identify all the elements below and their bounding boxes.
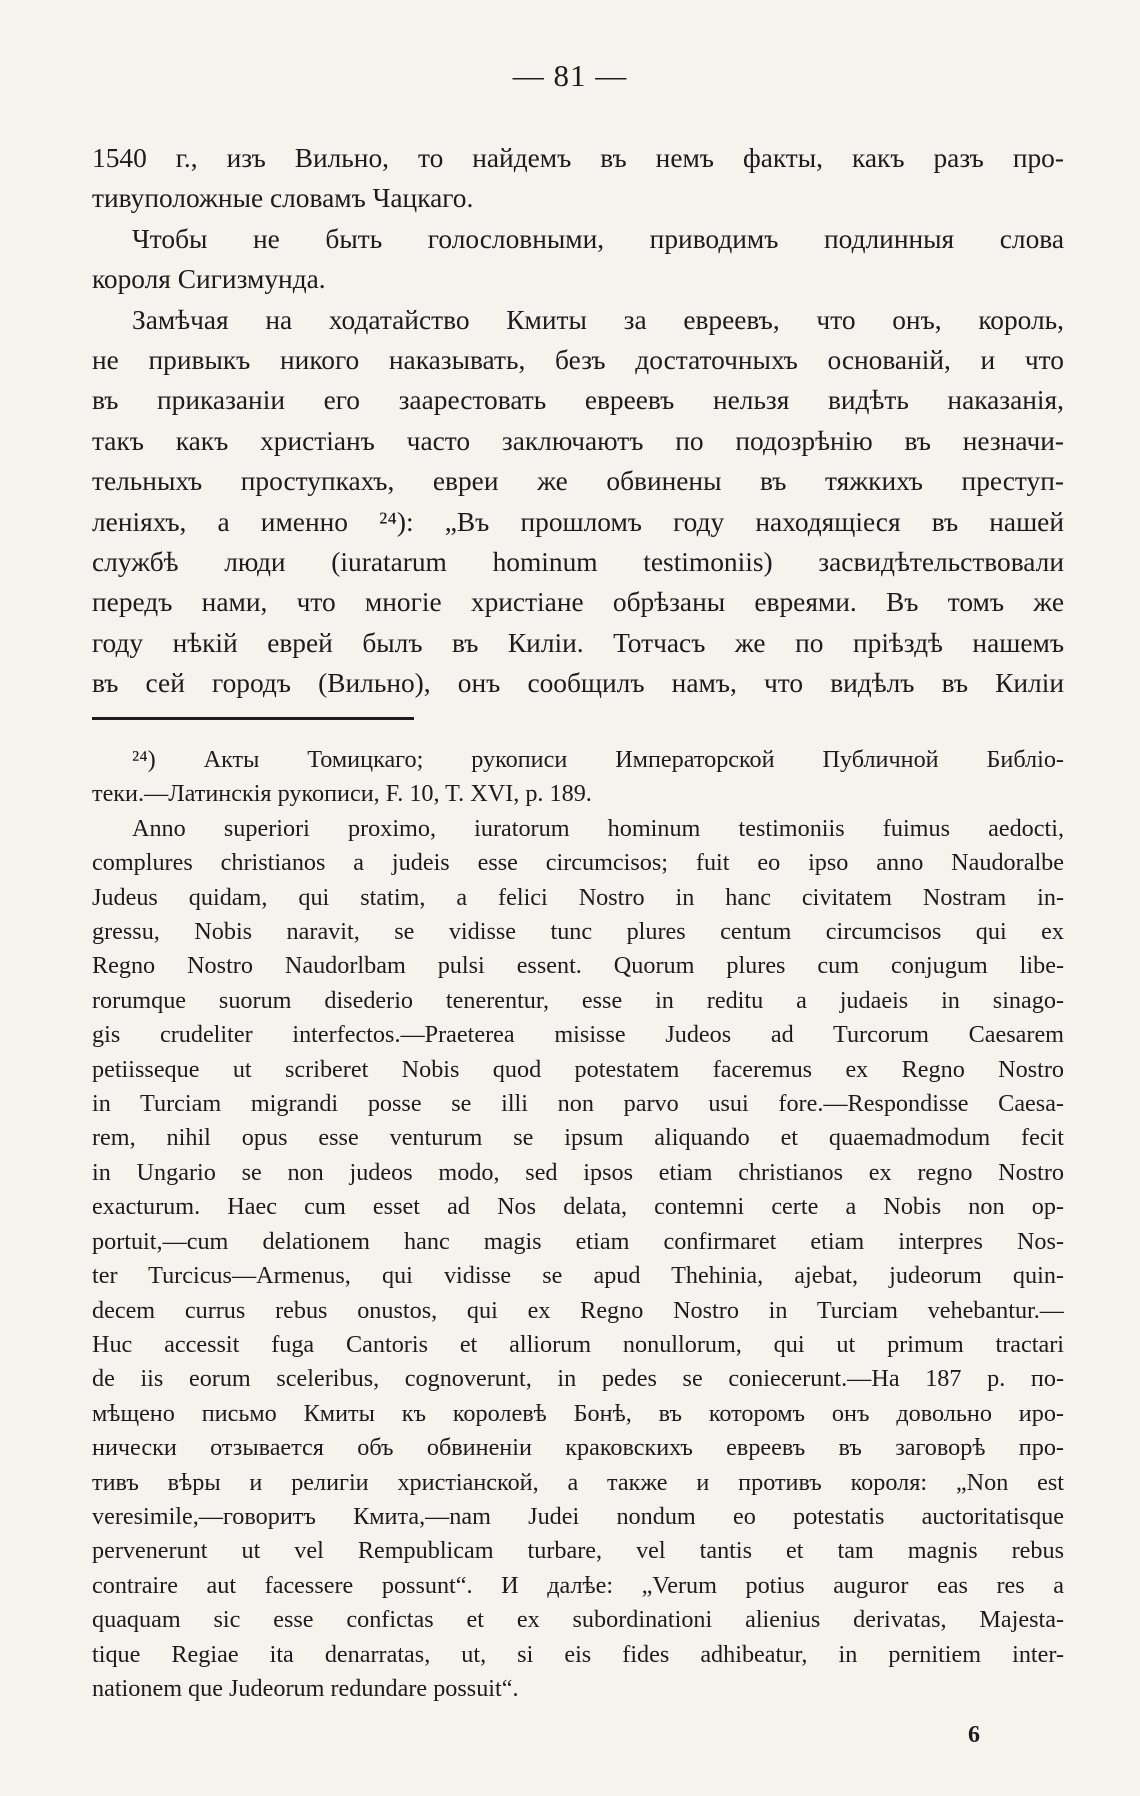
footnote-line: Regno Nostro Naudorlbam pulsi essent. Quorum plures cum conjugum libe-: [92, 952, 1064, 980]
footnote-line: petiisseque ut scriberet Nobis quod potestatem faceremus ex Regno Nostro: [92, 1055, 1064, 1083]
footnote-line: rorumque suorum disederio tenerentur, esse in reditu a judaeis in sinago-: [92, 986, 1064, 1014]
footnote-line: теки.—Латинскія рукописи, F. 10, T. XVI, p. 189.: [92, 780, 592, 808]
footnote-line: pervenerunt ut vel Rempublicam turbare, vel tantis et tam magnis rebus: [92, 1537, 1064, 1565]
footnote-separator: [92, 717, 414, 720]
printer-signature-mark: 6: [968, 1722, 980, 1748]
text-line: Замѣчая на ходатайство Кмиты за евреевъ, что онъ, король,: [132, 304, 1064, 335]
footnote-line: Judeus quidam, qui statim, a felici Nostro in hanc civitatem Nostram in-: [92, 883, 1064, 911]
text-line: Чтобы не быть голословными, приводимъ подлинныя слова: [132, 223, 1064, 254]
footnote-line: de iis eorum sceleribus, cognoverunt, in pedes se coniecerunt.—На 187 р. по-: [92, 1365, 1064, 1393]
footnote-line: ²⁴) Акты Томицкаго; рукописи Императорской Публичной Библіо-: [132, 746, 1064, 773]
text-line: службѣ люди (iuratarum hominum testimoniis) засвидѣтельствовали: [92, 547, 1064, 578]
footnote-line: portuit,—cum delationem hanc magis etiam confirmaret etiam interpres Nos-: [92, 1227, 1064, 1255]
footnote-line: мѣщено письмо Кмиты къ королевѣ Бонѣ, въ которомъ онъ довольно иро-: [92, 1399, 1064, 1427]
footnote-line: ter Turcicus—Armenus, qui vidisse se apud Thehinia, ajebat, judeorum quin-: [92, 1262, 1064, 1290]
text-line: тивуположные словамъ Чацкаго.: [92, 183, 474, 214]
footnote-line: rem, nihil opus esse venturum se ipsum aliquando et quaemadmodum fecit: [92, 1124, 1064, 1152]
text-line: въ сей городъ (Вильно), онъ сообщилъ намъ, что видѣлъ въ Киліи: [92, 668, 1064, 699]
text-line: передъ нами, что многіе христіане обрѣзаны евреями. Въ томъ же: [92, 587, 1064, 618]
footnote-line: contraire aut facessere possunt“. И далѣе: „Verum potius auguror eas res a: [92, 1571, 1064, 1599]
footnote-line: in Ungario se non judeos modo, sed ipsos etiam christianos ex regno Nostro: [92, 1158, 1064, 1186]
text-line: тельныхъ проступкахъ, евреи же обвинены въ тяжкихъ преступ-: [92, 466, 1064, 497]
footnote: [92, 743, 1064, 1706]
footnote-line: veresimile,—говоритъ Кмита,—nam Judei nondum eo potestatis auctoritatisque: [92, 1502, 1064, 1530]
page-number: — 81 —: [512, 58, 628, 93]
footnote-line: nationem que Judeorum redundare possuit“.: [92, 1674, 519, 1702]
text-line: такъ какъ христіанъ часто заключаютъ по подозрѣнію въ незначи-: [92, 425, 1064, 456]
footnote-line: нически отзывается объ обвиненіи краковскихъ евреевъ въ заговорѣ про-: [92, 1434, 1064, 1462]
text-line: 1540 г., изъ Вильно, то найдемъ въ немъ факты, какъ разъ про-: [92, 143, 1064, 173]
text-line: году нѣкій еврей былъ въ Киліи. Тотчасъ же по пріѣздѣ нашемъ: [92, 627, 1064, 658]
footnote-line: tique Regiae ita denarratas, ut, si eis fides adhibeatur, in pernitiem inter-: [92, 1640, 1064, 1668]
footnote-line: gressu, Nobis naravit, se vidisse tunc plures centum circumcisos qui ex: [92, 918, 1064, 946]
text-line: леніяхъ, а именно ²⁴): „Въ прошломъ году находящіеся въ нашей: [92, 506, 1064, 537]
footnote-line: in Turciam migrandi posse se illi non parvo usui fore.—Respondisse Caesa-: [92, 1090, 1064, 1118]
footnote-line: тивъ вѣры и религіи христіанской, а также и противъ короля: „Non est: [92, 1468, 1064, 1496]
text-line: не привыкъ никого наказывать, безъ достаточныхъ основаній, и что: [92, 345, 1064, 376]
footnote-line: Huc accessit fuga Cantoris et alliorum nonullorum, qui ut primum tractari: [92, 1330, 1064, 1358]
text-line: въ приказаніи его заарестовать евреевъ нельзя видѣть наказанія,: [92, 385, 1064, 416]
footnote-line: quaquam sic esse confictas et ex subordinationi alienius derivatas, Majesta-: [92, 1606, 1064, 1634]
footnote-line: exacturum. Haec cum esset ad Nos delata, contemni certe a Nobis non op-: [92, 1193, 1064, 1221]
main-text: [92, 138, 1064, 704]
footnote-line: gis crudeliter interfectos.—Praeterea misisse Judeos ad Turcorum Caesarem: [92, 1021, 1064, 1049]
text-line: короля Сигизмунда.: [92, 264, 326, 295]
footnote-line: decem currus rebus onustos, qui ex Regno Nostro in Turciam vehebantur.—: [92, 1296, 1064, 1324]
footnote-line: Anno superiori proximo, iuratorum hominum testimoniis fuimus aedocti,: [132, 814, 1064, 842]
footnote-line: complures christianos a judeis esse circumcisos; fuit eo ipso anno Naudoralbe: [92, 849, 1064, 877]
